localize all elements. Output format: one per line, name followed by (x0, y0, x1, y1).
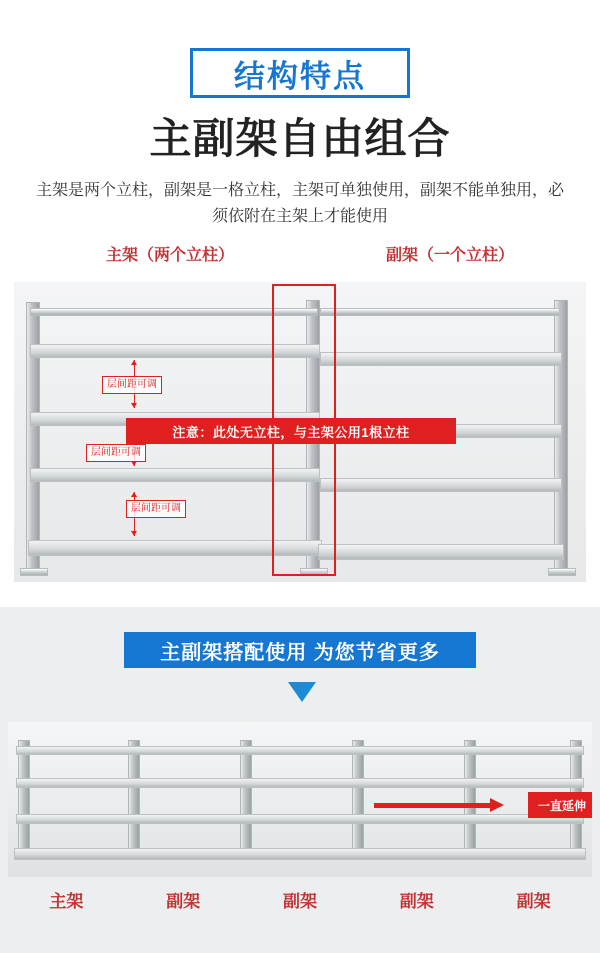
combination-usage-section (0, 607, 600, 953)
combination-banner-label: 主副架搭配使用 为您节省更多 (160, 641, 440, 664)
spacing-tag-1: 层间距可调 (102, 376, 162, 394)
combination-banner (124, 632, 476, 668)
rack-shelf-2 (16, 778, 584, 788)
rack-post-2 (128, 740, 140, 860)
chevron-down-icon (288, 682, 316, 702)
section-badge-label: 结构特点 (234, 58, 366, 94)
bay-caption-4: 副架 (399, 891, 434, 911)
sub-frame-shelf-4 (318, 544, 564, 560)
sub-frame-foot-right (548, 568, 576, 576)
sub-frame-post-right (554, 300, 568, 576)
sub-frame-shelf-3 (320, 478, 562, 492)
bay-caption-2: 副架 (166, 891, 201, 911)
rack-post-4 (352, 740, 364, 860)
rack-shelf-bottom (14, 848, 586, 860)
shared-column-note (126, 418, 456, 444)
bay-caption-5: 副架 (516, 891, 551, 911)
sub-frame-top-beam (320, 308, 560, 316)
spacing-tag-2: 层间距可调 (86, 444, 146, 462)
rack-shelf-3 (16, 814, 584, 824)
extend-label (528, 792, 592, 818)
spacing-tag-3: 层间距可调 (126, 500, 186, 518)
bay-caption-row (8, 879, 592, 919)
extend-label-text: 一直延伸 (537, 798, 586, 813)
extend-arrow-icon (374, 798, 504, 812)
main-frame-post-left (26, 302, 40, 574)
label-sub-frame: 副架（一个立柱） (385, 247, 514, 264)
rack-post-3 (240, 740, 252, 860)
label-main-frame: 主架（两个立柱） (105, 247, 234, 264)
section-badge (190, 48, 410, 98)
page-title: 主副架自由组合 (149, 115, 451, 162)
sub-frame-shelf-1 (320, 352, 562, 366)
shared-column-note-label: 注意：此处无立柱，与主架公用1根立柱 (172, 424, 410, 440)
extended-rack-image (8, 722, 592, 877)
rack-shelf-top (16, 746, 584, 755)
rack-post-1 (18, 740, 30, 860)
bay-caption-1: 主架 (49, 891, 84, 911)
page-subtitle: 主架是两个立柱，副架是一格立柱，主架可单独使用，副架不能单独用，必须依附在主架上才能使用 (35, 182, 564, 225)
main-frame-foot-left (20, 568, 48, 576)
bay-caption-3: 副架 (282, 891, 317, 911)
